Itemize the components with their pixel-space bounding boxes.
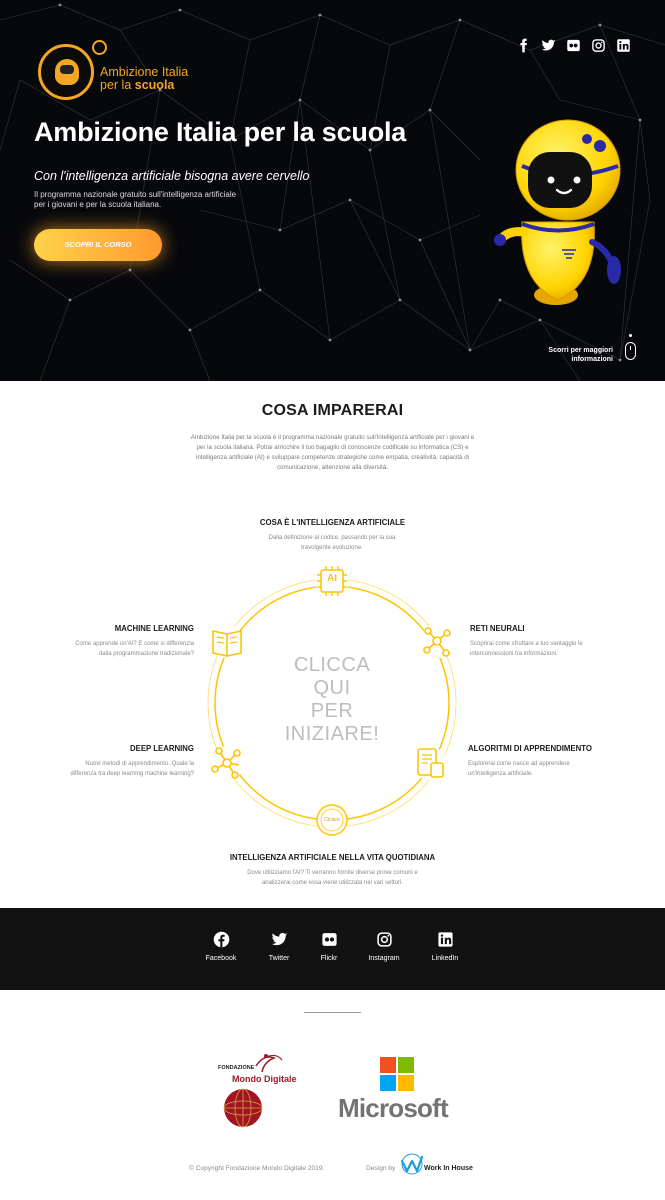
fmd-label-fondazione: FONDAZIONE [218,1065,255,1071]
flickr-icon [321,931,338,948]
social-linkedin[interactable]: LinkedIn [415,931,475,962]
instagram-icon [376,931,393,948]
copyright-text: © Copyright Fondazione Mondo Digitale 2019. [189,1165,325,1172]
discover-course-button[interactable]: SCOPRI IL CORSO [34,229,162,261]
social-twitter[interactable]: Twitter [249,931,309,962]
fondazione-mondo-digitale-logo[interactable] [218,1052,318,1133]
hero-description: Il programma nazionale gratuito sull'intelligenza artificiale per i giovani e per la scuola italiana. [34,190,237,209]
work-in-house-link[interactable]: Work In House [424,1165,473,1172]
linkedin-icon [437,931,454,948]
social-instagram[interactable]: Instagram [354,931,414,962]
topic-algoritmi[interactable]: ALGORITMI DI APPRENDIMENTO Esplorerai come nasce ad apprendere un'intelligenza artificiale. [468,744,592,777]
social-facebook[interactable]: Facebook [191,931,251,962]
start-here-button[interactable]: CLICCA QUI PER INIZIARE! [284,654,380,745]
logo-text: Ambizione Italia per la scuola [100,65,189,92]
network-icon [420,624,454,658]
microsoft-wordmark: Microsoft [338,1093,448,1123]
topic-reti-neurali[interactable]: RETI NEURALI Scoprirai come sfruttare a tuo vantaggio le interconnessioni tra informazioni. [470,624,583,657]
hero-title: Ambizione Italia per la scuola [34,117,407,147]
topic-vita-quotidiana[interactable]: INTELLIGENZA ARTIFICIALE NELLA VITA QUOTIDIANA Dove utilizziamo l'AI? Ti verranno fornite diverse prove comuni e analizzerai come essa viene utilizzata nei vari settori. [229,853,436,886]
topic-deep-learning[interactable]: DEEP LEARNING Nuovi metodi di apprendimento. Quale la differenza tra deep learning machine learning? [70,744,194,777]
microsoft-logo[interactable] [338,1057,456,1093]
hero-tagline: Con l'intelligenza artificiale bisogna avere cervello [34,169,310,183]
social-flickr[interactable]: Flickr [299,931,359,962]
tablet-icon [412,746,446,780]
design-by-label: Design by [366,1165,396,1172]
topic-cosa-e-ai[interactable]: COSA È L'INTELLIGENZA ARTIFICIALE Dalla definizione al codice, passando per la sua travolgente evoluzione. [259,518,406,551]
ai-chip-label: AI [327,573,337,584]
topic-machine-learning[interactable]: MACHINE LEARNING Come apprende un'AI? E come si differenzia dalla programmazione tradizionale? [75,624,194,657]
facebook-icon [213,931,230,948]
social-bar [0,908,665,990]
work-in-house-icon[interactable] [400,1153,424,1175]
divider [304,1012,361,1013]
deep-network-icon [210,746,244,780]
twitter-icon [271,931,288,948]
section-title: COSA IMPARERAI [261,402,404,419]
scroll-hint: Scorri per maggiori informazioni [548,347,613,363]
fmd-label-mondo-digitale: Mondo Digitale [232,1074,297,1084]
book-icon [210,624,244,658]
section-description: Ambizione Italia per la scuola è il programma nazionale gratuito sull'intelligenza artificiale per i giovani e per la scuola italiana. Potrai arricchire il tuo bagaglio di conoscenze codificate su informatica (CS) e intelligenza artificiale (AI) e sviluppare competenze strategiche come empatia, creatività, capacità di comunicazione, attenzione alla diversità. [190,434,475,471]
cycle-badge-label: Ciclare [324,817,340,823]
